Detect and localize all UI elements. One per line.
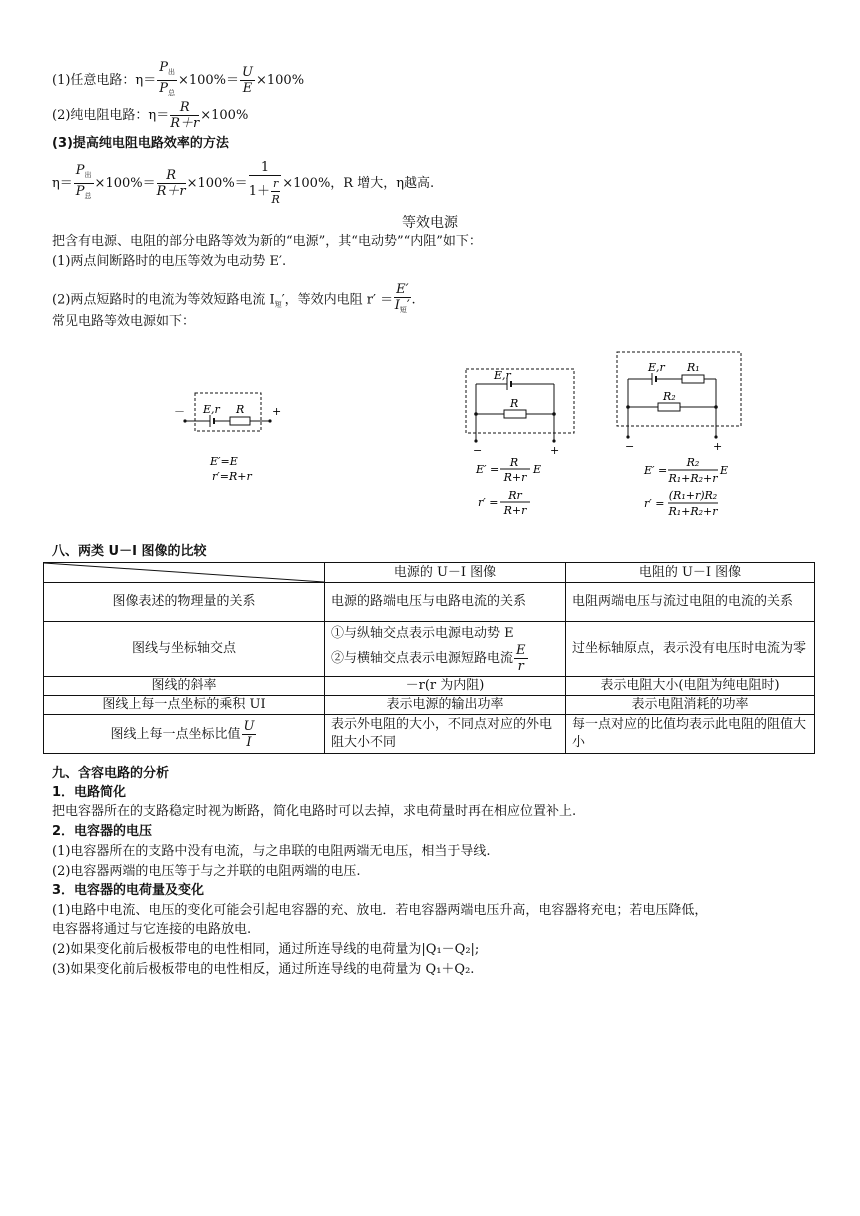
circuit2-eq2-num: Rr bbox=[508, 489, 522, 502]
l1-frac-u-e: $\frac{U}{E}$ bbox=[242, 65, 253, 96]
circuit3-r1-label: R₁ bbox=[687, 361, 700, 374]
section9-s3-item3: (3)如果变化前后极板带电的电性相反，通过所连导线的电荷量为 Q₁＋Q₂. bbox=[52, 962, 475, 977]
efficiency-line-1 bbox=[52, 60, 304, 101]
circuit3-plus: + bbox=[713, 440, 723, 453]
circuit-mixed-diagram bbox=[612, 349, 752, 521]
circuit2-eq1-left: E′ = bbox=[476, 463, 500, 476]
circuit1-eq1: E′=E bbox=[210, 455, 238, 468]
circuit1-eq2: r′=R+r bbox=[212, 470, 252, 483]
table-header-row bbox=[44, 563, 815, 583]
section9-s1-text: 把电容器所在的支路稳定时视为断路，简化电路时可以去掉，求电荷量时再在相应位置补上. bbox=[52, 804, 577, 819]
intercept-line-1: ①与纵轴交点表示电源电动势 E bbox=[331, 625, 514, 641]
efficiency-heading-3: (3)提高纯电阻电路效率的方法 bbox=[52, 136, 229, 151]
circuit2-minus: − bbox=[473, 444, 483, 457]
circuit3-minus: − bbox=[625, 440, 635, 453]
efficiency-line-4: η＝ $\frac{P_出}{P_总}$ ×100%＝ $\frac{R}{R+r}$ ×100%＝ 1 1＋ $\frac{r}{R}$ ×100%，R 增大，η越高. bbox=[52, 160, 435, 206]
section9-s3-item2: (2)如果变化前后极板带电的电性相同，通过所连导线的电荷量为|Q₁－Q₂|; bbox=[52, 942, 480, 957]
l2-prefix: (2)纯电阻电路：η＝ bbox=[52, 108, 170, 123]
table-cell: 图线的斜率 bbox=[44, 677, 325, 696]
circuit3-eq1-right: E bbox=[720, 464, 729, 477]
table-cell-ratio: 图线上每一点坐标比值 $\frac{U}{I}$ bbox=[44, 715, 325, 754]
l2-frac: $\frac{R}{R+r}$ bbox=[170, 100, 200, 131]
table-header-source: 电源的 U－I 图像 bbox=[325, 563, 566, 583]
equivalent-source-item-2: (2)两点短路时的电流为等效短路电流 $I_短'$，等效内电阻 r′ ＝ $\frac{E'}{I_短'}$ . bbox=[52, 282, 416, 314]
efficiency-line-2 bbox=[52, 100, 248, 131]
circuit2-resistor-label: R bbox=[510, 397, 519, 410]
section8-title: 八、两类 U－I 图像的比较 bbox=[52, 544, 207, 559]
l1-mid: ×100%＝ bbox=[177, 73, 240, 88]
section9-s3-item1a: (1)电路中电流、电压的变化可能会引起电容器的充、放电．若电容器两端电压升高，电容器将充电；若电压降低， bbox=[52, 903, 708, 918]
table-cell: 电阻两端电压与流过电阻的电流的关系 bbox=[566, 583, 815, 622]
circuit-parallel-diagram bbox=[462, 366, 582, 524]
circuit3-r2-label: R₂ bbox=[663, 390, 676, 403]
l1-suffix: ×100% bbox=[256, 73, 305, 88]
section9-s3-item1b: 电容器将通过与它连接的电路放电. bbox=[52, 922, 252, 937]
circuit3-r2 bbox=[658, 403, 680, 411]
table-row bbox=[44, 696, 815, 715]
table-cell: 图线上每一点坐标的乘积 UI bbox=[44, 696, 325, 715]
section9-title: 九、含容电路的分析 bbox=[52, 766, 170, 781]
section9-s2-item2: (2)电容器两端的电压等于与之并联的电阻两端的电压. bbox=[52, 864, 361, 879]
table-row bbox=[44, 622, 815, 677]
circuit1-plus: + bbox=[272, 405, 282, 418]
intercept-line-2: ②与横轴交点表示电源短路电流 bbox=[331, 650, 514, 666]
table-header-resistor: 电阻的 U－I 图像 bbox=[566, 563, 815, 583]
section9-s1-title: 1．电路简化 bbox=[52, 785, 127, 800]
table-cell: 电源的路端电压与电路电流的关系 bbox=[325, 583, 566, 622]
circuit3-eq1-left: E′ = bbox=[644, 464, 668, 477]
equivalent-source-intro: 把含有电源、电阻的部分电路等效为新的“电源”，其“电动势”“内阻”如下： bbox=[52, 234, 482, 249]
circuit3-r1 bbox=[682, 375, 704, 383]
table-cell: 每一点对应的比值均表示此电阻的阻值大小 bbox=[566, 715, 815, 754]
circuit2-eq1-den: R+r bbox=[503, 471, 527, 484]
circuit1-resistor-label: R bbox=[236, 403, 245, 416]
l4-nested-frac: 1 1＋ $\frac{r}{R}$ bbox=[248, 160, 280, 206]
section9-s2-title: 2．电容器的电压 bbox=[52, 824, 153, 839]
table-cell: 过坐标轴原点，表示没有电压时电流为零 bbox=[566, 622, 815, 677]
table-cell: 表示电阻消耗的功率 bbox=[566, 696, 815, 715]
equivalent-source-item-1: (1)两点间断路时的电压等效为电动势 E′. bbox=[52, 254, 287, 269]
l1-frac-pout-ptotal: $\frac{P_出}{P_总}$ bbox=[159, 60, 175, 97]
circuit2-eq2-left: r′ = bbox=[478, 496, 499, 509]
table-cell-intercepts: ①与纵轴交点表示电源电动势 E ②与横轴交点表示电源短路电流 $\frac{E}{r}$ bbox=[325, 622, 566, 677]
l1-prefix: (1)任意电路：η＝ bbox=[52, 73, 157, 88]
circuit2-eq2-den: R+r bbox=[503, 504, 527, 517]
table-cell: 图像表述的物理量的关系 bbox=[44, 583, 325, 622]
ui-comparison-table bbox=[43, 562, 815, 754]
section9-s2-item1: (1)电容器所在的支路中没有电流，与之串联的电阻两端无电压，相当于导线. bbox=[52, 844, 491, 859]
circuit3-eq2-num: (R₁+r)R₂ bbox=[668, 489, 718, 502]
circuit3-eq1-den: R₁+R₂+r bbox=[668, 472, 718, 485]
table-cell: 表示外电阻的大小，不同点对应的外电阻大小不同 bbox=[325, 715, 566, 754]
circuit1-minus: － bbox=[174, 405, 185, 418]
equivalent-source-title: 等效电源 bbox=[402, 215, 458, 231]
circuit3-eq2-left: r′ = bbox=[644, 497, 665, 510]
table-cell: －r(r 为内阻) bbox=[325, 677, 566, 696]
section9-s3-title: 3．电容器的电荷量及变化 bbox=[52, 883, 205, 898]
circuit1-source-label: E,r bbox=[203, 403, 220, 416]
circuit2-eq1-right: E bbox=[533, 463, 542, 476]
table-row bbox=[44, 677, 815, 696]
circuit3-source-label: E,r bbox=[648, 361, 665, 374]
circuit2-eq1-num: R bbox=[509, 456, 519, 469]
circuit2-resistor bbox=[504, 410, 526, 418]
table-header-diagonal-cell bbox=[44, 563, 325, 583]
equivalent-source-common: 常见电路等效电源如下： bbox=[52, 314, 196, 329]
circuit2-source-label: E,r bbox=[494, 369, 511, 382]
circuit3-eq2-den: R₁+R₂+r bbox=[668, 505, 718, 518]
circuit1-resistor bbox=[230, 417, 250, 425]
table-cell: 图线与坐标轴交点 bbox=[44, 622, 325, 677]
circuit3-eq1-num: R₂ bbox=[686, 456, 700, 469]
l2-suffix: ×100% bbox=[200, 108, 249, 123]
circuit2-plus: + bbox=[550, 444, 560, 457]
table-cell: 表示电阻大小(电阻为纯电阻时) bbox=[566, 677, 815, 696]
table-cell: 表示电源的输出功率 bbox=[325, 696, 566, 715]
table-row bbox=[44, 583, 815, 622]
table-row bbox=[44, 715, 815, 754]
circuit-series-diagram bbox=[170, 385, 290, 485]
